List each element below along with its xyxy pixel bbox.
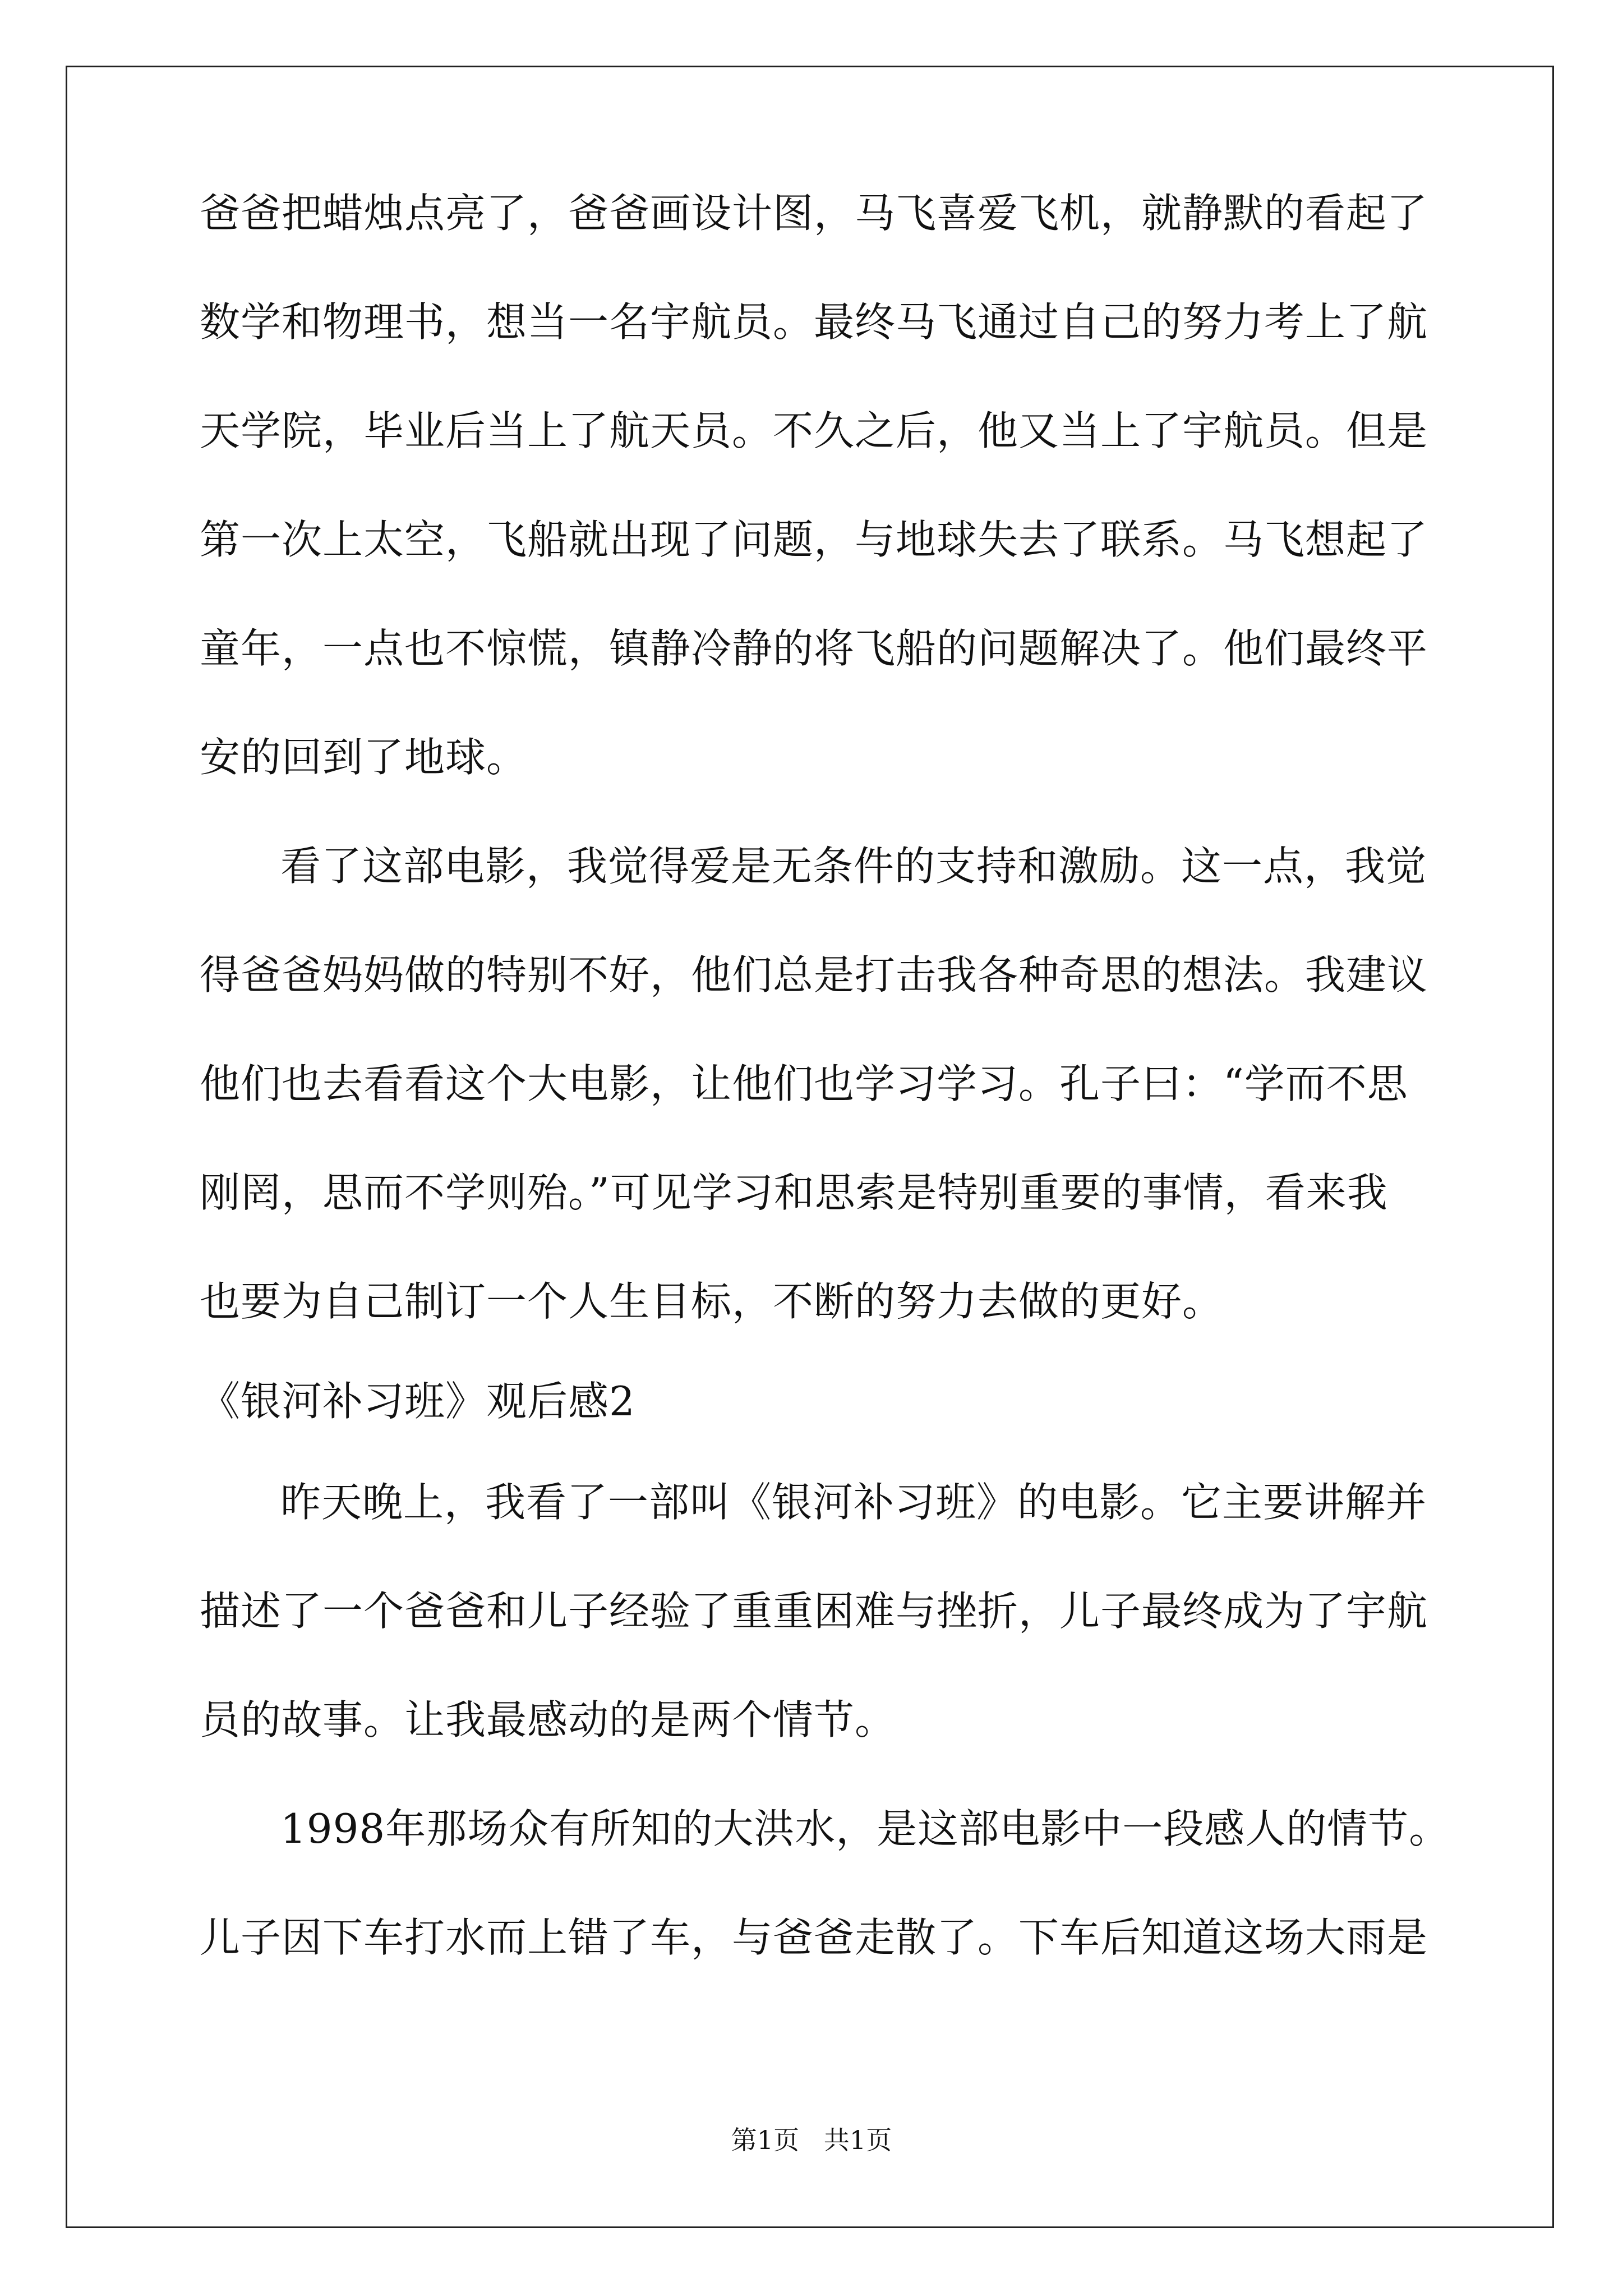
section-heading: 《银河补习班》观后感2 [200, 1378, 635, 1425]
page-footer: 第1页 共1页 [731, 2125, 892, 2155]
paragraph-3-line-3: 员的故事。让我最感动的是两个情节。 [200, 1696, 896, 1743]
paragraph-2-line-5: 也要为自己制订一个人生目标，不断的努力去做的更好。 [200, 1278, 1224, 1325]
paragraph-1-line-3: 天学院，毕业后当上了航天员。不久之后，他又当上了宇航员。但是 [200, 407, 1428, 454]
paragraph-1-line-4: 第一次上太空，飞船就出现了问题，与地球失去了联系。马飞想起了 [200, 516, 1428, 563]
paragraph-4-line-1: 1998年那场众有所知的大洪水，是这部电影中一段感人的情节。 [280, 1805, 1450, 1852]
paragraph-1-line-5: 童年，一点也不惊慌，镇静冷静的将飞船的问题解决了。他们最终平 [200, 625, 1428, 672]
paragraph-1-line-6: 安的回到了地球。 [200, 734, 528, 781]
paragraph-1-line-2: 数学和物理书，想当一名宇航员。最终马飞通过自己的努力考上了航 [200, 298, 1428, 346]
paragraph-4-line-2: 儿子因下车打水而上错了车，与爸爸走散了。下车后知道这场大雨是 [200, 1914, 1428, 1961]
page-frame [66, 66, 1554, 2228]
paragraph-1-line-1: 爸爸把蜡烛点亮了，爸爸画设计图，马飞喜爱飞机，就静默的看起了 [200, 190, 1428, 237]
paragraph-2-line-1: 看了这部电影，我觉得爱是无条件的支持和激励。这一点，我觉 [280, 843, 1427, 890]
paragraph-2-line-3: 他们也去看看这个大电影，让他们也学习学习。孔子曰：“学而不思 [200, 1060, 1408, 1107]
paragraph-2-line-2: 得爸爸妈妈做的特别不好，他们总是打击我各种奇思的想法。我建议 [200, 951, 1428, 999]
paragraph-3-line-1: 昨天晚上，我看了一部叫《银河补习班》的电影。它主要讲解并 [280, 1479, 1427, 1526]
paragraph-3-line-2: 描述了一个爸爸和儿子经验了重重困难与挫折，儿子最终成为了宇航 [200, 1588, 1428, 1635]
paragraph-2-line-4: 刚罔，思而不学则殆。”可见学习和思索是特别重要的事情，看来我 [200, 1169, 1388, 1216]
